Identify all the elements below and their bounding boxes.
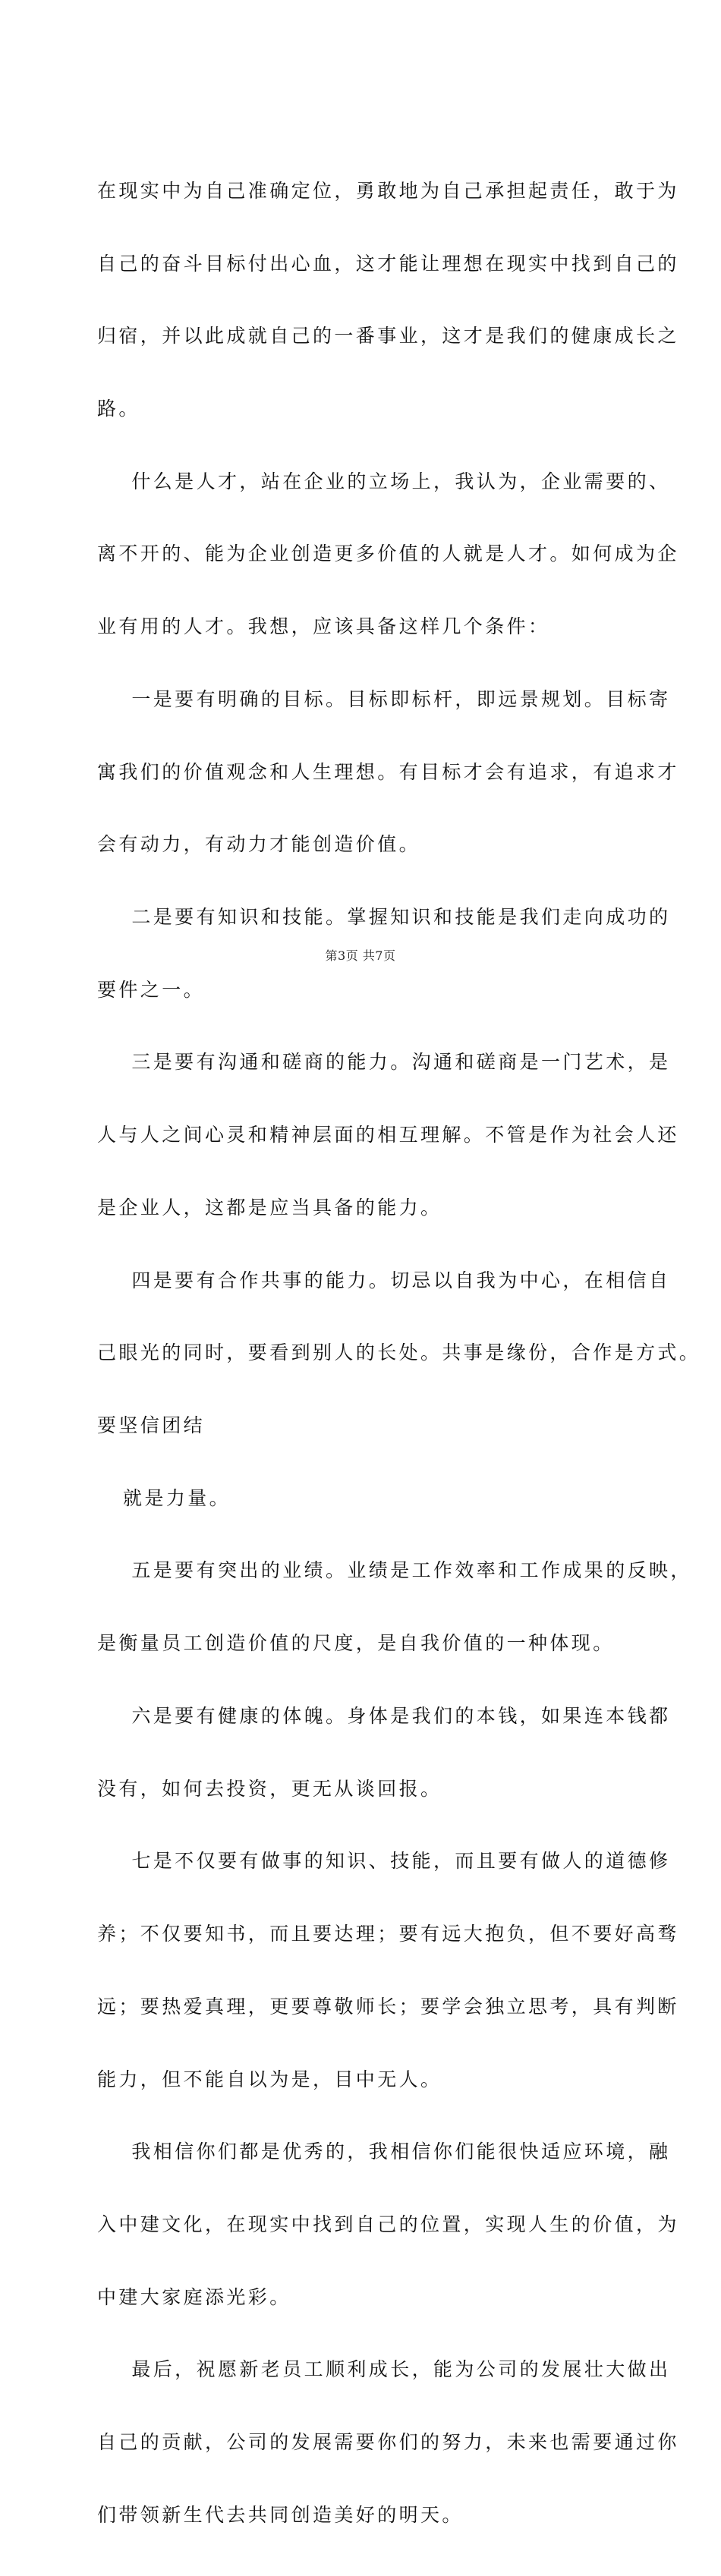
body-paragraph [97,131,701,2576]
text-line: 寓我们的价值观念和人生理想。有目标才会有追求，有追求才 [97,760,679,783]
text-line: 们带领新生代去共同创造美好的明天。 [97,2503,464,2526]
text-line: 路。 [97,397,140,420]
text-line: 在现实中为自己准确定位，勇敢地为自己承担起责任，敢于为 [97,179,679,202]
text-line: 离不开的、能为企业创造更多价值的人就是人才。如何成为企 [97,543,679,565]
text-line: 人与人之间心灵和精神层面的相互理解。不管是作为社会人还 [97,1124,679,1146]
text-line: 己眼光的同时，要看到别人的长处。共事是缘份，合作是方式。 [97,1341,701,1364]
text-line: 归宿，并以此成就自己的一番事业，这才是我们的健康成长之 [97,325,679,348]
text-line: 自己的贡献，公司的发展需要你们的努力，未来也需要通过你 [97,2431,679,2454]
text-line: 七是不仅要有做事的知识、技能，而且要有做人的道德修 [97,1850,671,1873]
text-line: 没有，如何去投资，更无从谈回报。 [97,1777,442,1800]
text-line: 是衡量员工创造价值的尺度，是自我价值的一种体现。 [97,1632,615,1655]
text-line: 要坚信团结 [97,1414,206,1437]
text-line: 自己的奋斗目标付出心血，这才能让理想在现实中找到自己的 [97,252,679,275]
text-line: 业有用的人才。我想，应该具备这样几个条件： [97,615,550,638]
text-line: 最后，祝愿新老员工顺利成长，能为公司的发展壮大做出 [97,2358,671,2381]
page-number: 第3页 共7页 [325,948,396,963]
text-line: 入中建文化，在现实中找到自己的位置，实现人生的价值，为 [97,2213,679,2235]
text-line: 什么是人才，站在企业的立场上，我认为，企业需要的、 [97,470,671,492]
text-line: 四是要有合作共事的能力。切忌以自我为中心，在相信自 [97,1269,671,1291]
text-line: 中建大家庭添光彩。 [97,2285,291,2308]
page-footer [0,946,721,964]
text-line: 是企业人，这都是应当具备的能力。 [97,1196,442,1219]
text-line: 养；不仅要知书，而且要达理；要有远大抱负，但不要好高骛 [97,1923,679,1945]
text-line: 我相信你们都是优秀的，我相信你们能很快适应环境，融 [97,2140,671,2163]
text-line: 二是要有知识和技能。掌握知识和技能是我们走向成功的 [97,906,671,928]
text-line: 要件之一。 [97,978,206,1001]
document-body [97,131,701,2576]
text-line: 三是要有沟通和磋商的能力。沟通和磋商是一门艺术，是 [97,1051,671,1074]
text-line: 会有动力，有动力才能创造价值。 [97,833,421,856]
text-line: 能力，但不能自以为是，目中无人。 [97,2068,442,2090]
text-line: 六是要有健康的体魄。身体是我们的本钱，如果连本钱都 [97,1704,671,1727]
text-line: 远；要热爱真理，更要尊敬师长；要学会独立思考，具有判断 [97,1995,679,2018]
text-line: 五是要有突出的业绩。业绩是工作效率和工作成果的反映， [97,1559,692,1582]
text-line: 就是力量。 [97,1486,231,1509]
text-line: 一是要有明确的目标。目标即标杆，即远景规划。目标寄 [97,687,671,710]
